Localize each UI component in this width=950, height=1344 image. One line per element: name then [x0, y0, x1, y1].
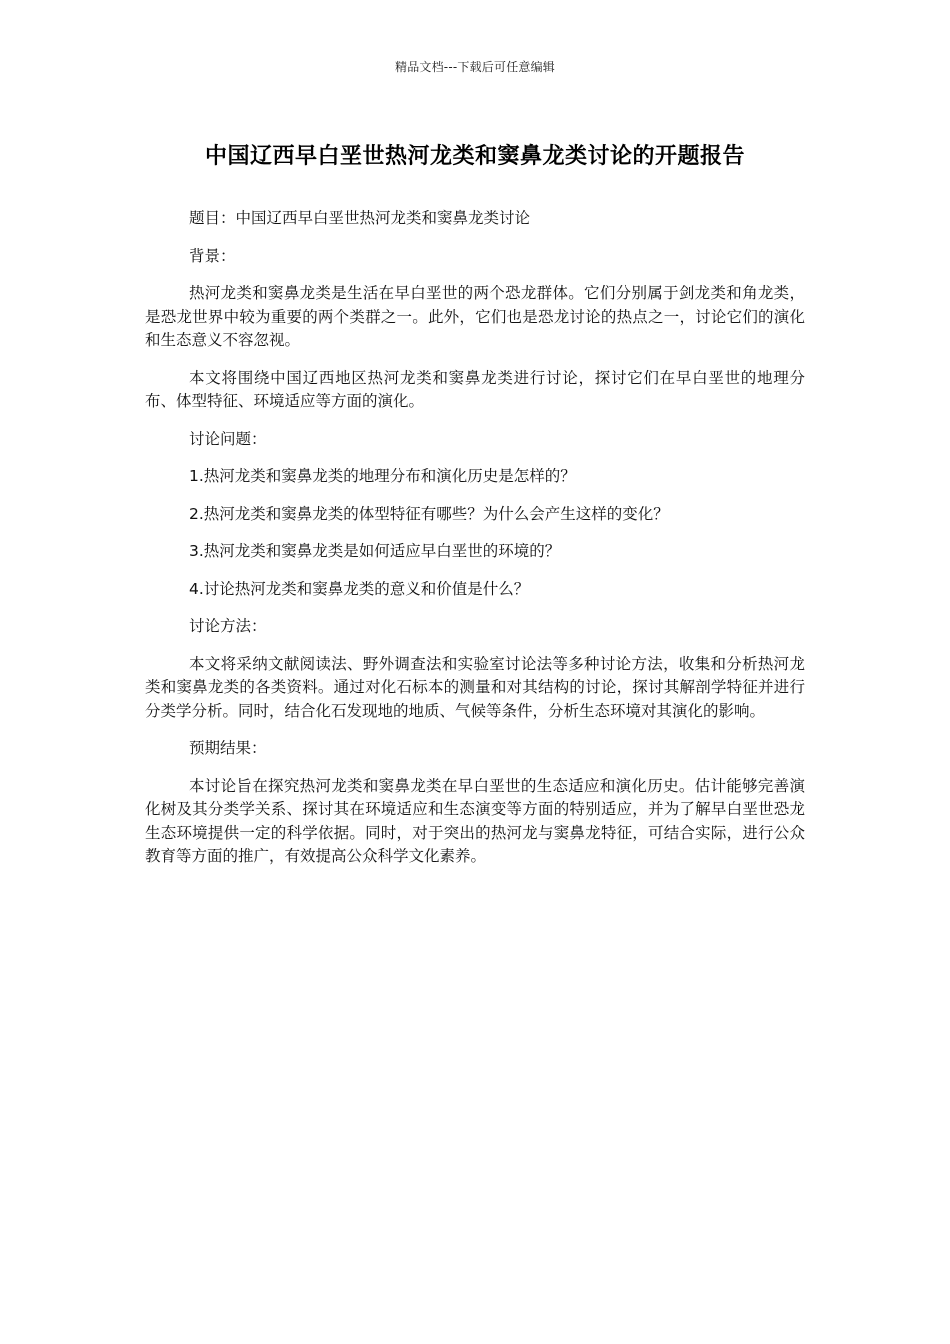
background-paragraph-1: 热河龙类和窦鼻龙类是生活在早白垩世的两个恐龙群体。它们分别属于剑龙类和角龙类，是恐龙世界中较为重要的两个类群之一。此外，它们也是恐龙讨论的热点之一，讨论它们的演化和生态意义不容忽视。: [145, 284, 805, 349]
results-paragraph: 本讨论旨在探究热河龙类和窦鼻龙类在早白垩世的生态适应和演化历史。估计能够完善演化树及其分类学关系、探讨其在环境适应和生态演变等方面的特别适应，并为了解早白垩世恐龙生态环境提供一定的科学依据。同时，对于突出的热河龙与窦鼻龙特征，可结合实际，进行公众教育等方面的推广，有效提高公众科学文化素养。: [145, 776, 805, 865]
question-item-1: 1.热河龙类和窦鼻龙类的地理分布和演化历史是怎样的？: [189, 467, 576, 485]
results-heading: 预期结果：: [189, 739, 267, 757]
methods-paragraph: 本文将采纳文献阅读法、野外调查法和实验室讨论法等多种讨论方法，收集和分析热河龙类和窦鼻龙类的各类资料。通过对化石标本的测量和对其结构的讨论，探讨其解剖学特征并进行分类学分析。同时，结合化石发现地的地质、气候等条件，分析生态环境对其演化的影响。: [145, 654, 805, 720]
methods-heading: 讨论方法：: [189, 617, 267, 635]
questions-heading: 讨论问题：: [189, 429, 267, 448]
background-heading: 背景：: [189, 246, 236, 265]
topic-line: 题目：中国辽西早白垩世热河龙类和窦鼻龙类讨论: [189, 209, 531, 227]
header-note: 精品文档---下载后可任意编辑: [395, 60, 555, 74]
question-item-3: 3.热河龙类和窦鼻龙类是如何适应早白垩世的环境的？: [189, 542, 561, 560]
document-title: 中国辽西早白垩世热河龙类和窦鼻龙类讨论的开题报告: [204, 144, 745, 169]
background-paragraph-2: 本文将围绕中国辽西地区热河龙类和窦鼻龙类进行讨论，探讨它们在早白垩世的地理分布、体型特征、环境适应等方面的演化。: [145, 368, 805, 410]
question-item-2: 2.热河龙类和窦鼻龙类的体型特征有哪些？为什么会产生这样的变化？: [189, 504, 669, 523]
question-item-4: 4.讨论热河龙类和窦鼻龙类的意义和价值是什么？: [189, 579, 530, 598]
document-body: [145, 207, 805, 883]
